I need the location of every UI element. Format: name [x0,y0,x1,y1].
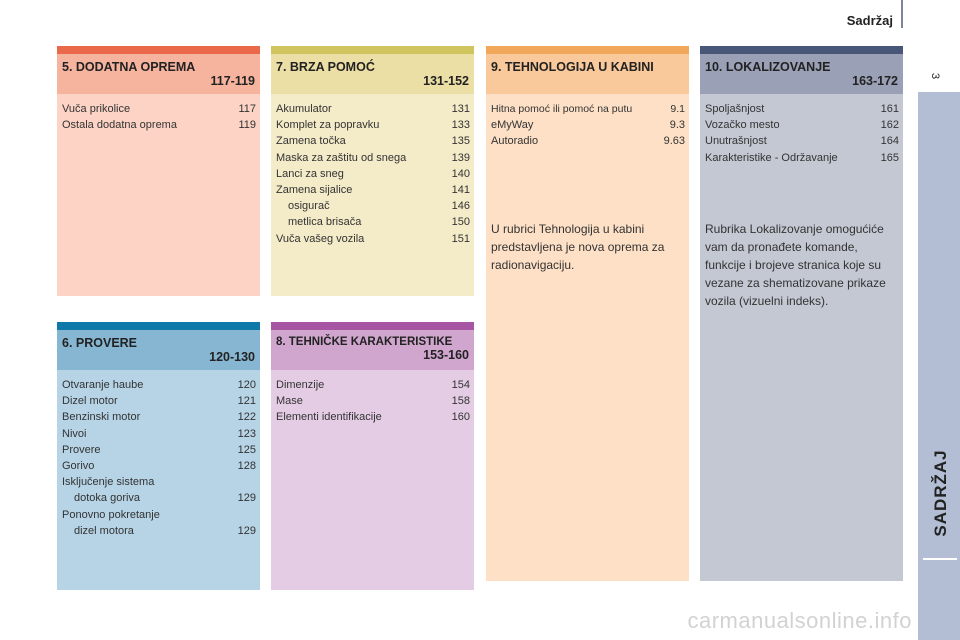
card-title: 5. DODATNA OPREMA [62,60,196,74]
card-body [57,94,260,296]
toc-entry[interactable] [276,377,470,393]
toc-entry[interactable] [62,377,256,393]
toc-entry-label: Vuča vašeg vozila [276,232,365,245]
card-header [486,54,689,94]
toc-entry-page: 165 [880,151,899,164]
card-header [271,330,474,370]
toc-entry-label: Nivoi [62,427,87,440]
toc-entry-page: 162 [880,119,899,132]
card-page-range: 117-119 [210,74,255,88]
card-body [700,94,903,581]
toc-entry-label: Akumulator [276,103,332,115]
toc-entry-label: Autoradio [491,135,539,148]
toc-entry[interactable] [62,442,256,458]
toc-entry-page: 122 [237,411,256,424]
toc-entry-label: Komplet za popravku [276,119,380,132]
toc-entry[interactable] [276,198,470,214]
side-tab-label: SADRŽAJ [931,449,950,537]
toc-entry-page: 158 [451,395,470,408]
section-card-provere[interactable] [57,322,260,590]
toc-entry[interactable] [276,393,470,409]
toc-entry[interactable] [62,490,256,506]
toc-entry-label: Otvaranje haube [62,379,144,391]
card-body [486,94,689,581]
card-title: 8. TEHNIČKE KARAKTERISTIKE [276,336,453,348]
toc-entry[interactable] [62,101,256,117]
section-card-tehnicke-karakteristike[interactable] [271,322,474,590]
toc-entry[interactable] [62,458,256,474]
toc-entry[interactable] [62,507,256,523]
card-body [57,370,260,590]
toc-entry-label: Hitna pomoć ili pomoć na putu [491,103,633,115]
toc-entry-page: 135 [451,135,470,148]
toc-entry[interactable] [705,101,899,117]
card-page-range: 163-172 [852,74,898,88]
card-header [57,54,260,94]
toc-entry-label: Isključenje sistema [62,476,155,489]
toc-entry[interactable] [276,150,470,166]
toc-entry-label: osigurač [288,200,330,213]
toc-entry-page: 128 [237,460,256,473]
toc-entry-page: 140 [451,167,470,180]
section-note: U rubrici Tehnologija u kabini predstavljena je nova oprema za radionavigaciju. [491,221,665,272]
card-color-bar [700,46,903,54]
toc-entry[interactable] [62,117,256,133]
card-body [271,370,474,590]
toc-entry[interactable] [276,214,470,230]
card-page-range: 131-152 [423,74,469,88]
card-title: 7. BRZA POMOĆ [276,60,375,74]
toc-entry-label: Spoljašnjost [705,103,765,115]
toc-entry[interactable] [276,231,470,247]
toc-entry-page: 154 [451,379,470,391]
toc-entry[interactable] [62,523,256,539]
toc-entry-label: Elementi identifikacije [276,411,382,424]
toc-entry-label: Ponovno pokretanje [62,508,160,521]
toc-entry[interactable] [62,393,256,409]
card-header [57,330,260,370]
side-tab-rule [923,558,957,560]
card-color-bar [271,322,474,330]
toc-entry-page: 150 [451,216,470,229]
toc-entry-label: Ostala dodatna oprema [62,119,177,132]
card-page-range: 120-130 [209,350,255,364]
toc-entry-page: 9.1 [670,103,685,115]
toc-entry-label: metlica brisača [288,216,362,229]
toc-entry-label: Dimenzije [276,379,325,391]
toc-entry-page: 125 [237,443,256,456]
card-color-bar [271,46,474,54]
toc-entry[interactable] [276,166,470,182]
section-card-tehnologija-u-kabini[interactable] [486,46,689,581]
toc-entry-label: Karakteristike - Održavanje [705,151,838,164]
toc-entry-label: Benzinski motor [62,411,141,424]
page-number: 3 [929,72,942,80]
toc-entry-label: Vuča prikolice [62,103,131,115]
card-color-bar [57,322,260,330]
toc-entry[interactable] [705,133,899,149]
toc-entry[interactable] [276,117,470,133]
watermark: carmanualsonline.info [687,608,912,633]
toc-entry-page: 146 [451,200,470,213]
toc-entry-label: Maska za zaštitu od snega [276,151,407,164]
toc-entry-page: 120 [237,379,256,391]
card-page-range: 153-160 [423,348,469,362]
toc-entry-page: 151 [451,232,470,245]
toc-entry-label: Zamena točka [276,135,346,148]
toc-entry-page: 129 [237,492,256,505]
toc-entry-label: dizel motora [74,524,134,537]
toc-entry-label: Unutrašnjost [705,135,767,148]
toc-entry-page: 161 [880,103,899,115]
toc-entry-page: 129 [237,524,256,537]
side-tab[interactable] [918,92,960,640]
toc-entry-label: Provere [62,443,101,456]
toc-entry-label: Gorivo [62,460,95,473]
header-divider [901,0,903,28]
card-header [271,54,474,94]
card-header [700,54,903,94]
toc-entry-page: 123 [237,427,256,440]
toc-entry-page: 9.63 [663,135,685,148]
toc-entry-label: Dizel motor [62,395,118,408]
toc-entry[interactable] [62,474,256,490]
card-title: 10. LOKALIZOVANJE [705,60,831,74]
toc-entry-page: 164 [880,135,899,148]
toc-entry-label: Mase [276,395,303,408]
section-card-lokalizovanje[interactable] [700,46,903,581]
toc-entry[interactable] [276,409,470,425]
toc-entry-page: 117 [238,103,256,115]
toc-entry[interactable] [705,150,899,166]
page-header-title: Sadržaj [846,13,893,28]
toc-entry-page: 141 [451,184,470,197]
side-tab-label-wrap [923,438,959,548]
toc-entry-label: Vozačko mesto [705,119,780,132]
toc-entry[interactable] [491,117,685,133]
card-body [271,94,474,296]
toc-entry-page: 9.3 [669,119,685,132]
toc-entry-label: eMyWay [491,119,534,132]
card-title: 6. PROVERE [62,336,138,350]
toc-entry-page: 139 [451,151,470,164]
toc-entry-label: Lanci za sneg [276,167,344,180]
toc-entry-label: Zamena sijalice [276,184,353,197]
toc-entry-page: 119 [238,119,256,132]
card-color-bar [486,46,689,54]
toc-entry[interactable] [491,101,685,117]
toc-entry[interactable] [491,133,685,149]
toc-entry-page: 121 [237,395,256,408]
toc-entry-page: 133 [451,119,470,132]
toc-entry[interactable] [276,182,470,198]
card-color-bar [57,46,260,54]
card-title: 9. TEHNOLOGIJA U KABINI [491,60,654,74]
toc-entry[interactable] [62,409,256,425]
toc-entry-page: 160 [451,411,470,424]
toc-entry[interactable] [62,426,256,442]
toc-entry-label: dotoka goriva [74,492,141,505]
toc-entry[interactable] [276,101,470,117]
toc-entry[interactable] [276,133,470,149]
section-card-dodatna-oprema[interactable] [57,46,260,296]
section-card-brza-pomoc[interactable] [271,46,474,296]
toc-entry-page: 131 [451,103,470,115]
toc-entry[interactable] [705,117,899,133]
section-note: Rubrika Lokalizovanje omogućiće vam da pronađete komande, funkcije i brojeve stranica koje su vezane za shematizovane prikaze vozila (vizuelni indeks). [705,221,886,308]
